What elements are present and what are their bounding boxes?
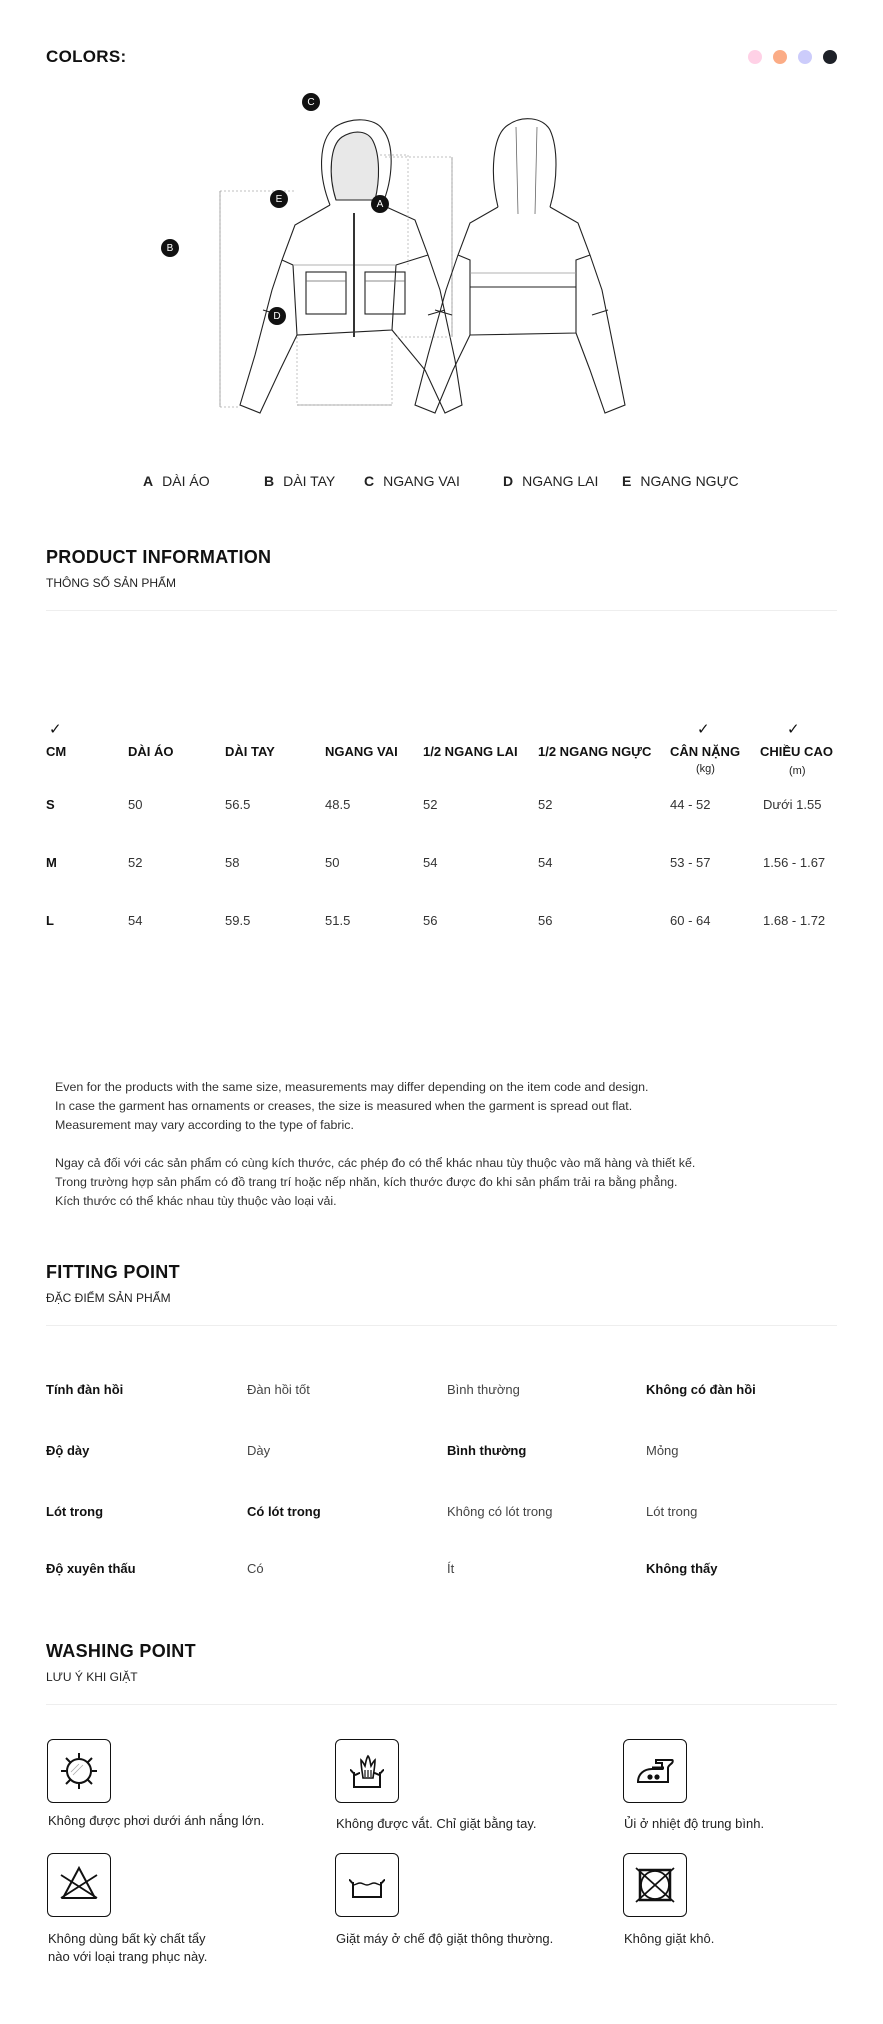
hand-wash-icon: [335, 1739, 399, 1803]
col-header: CHIỀU CAO: [760, 744, 833, 759]
legend-item-e: E NGANG NGỰC: [622, 473, 739, 489]
table-cell: 50: [325, 855, 340, 870]
divider: [46, 610, 837, 611]
no-dry-clean-icon: [623, 1853, 687, 1917]
marker-b: B: [161, 239, 179, 257]
col-header: DÀI ÁO: [128, 744, 174, 759]
fitting-option: Mỏng: [646, 1443, 679, 1458]
table-cell: 52: [128, 855, 143, 870]
size-label: S: [46, 797, 55, 812]
table-cell: 44 - 52: [670, 797, 711, 812]
color-swatch-lavender[interactable]: [798, 50, 812, 64]
check-icon-cm: ✓: [49, 721, 62, 738]
colors-title: COLORS:: [46, 47, 127, 66]
col-header: 1/2 NGANG LAI: [423, 744, 518, 759]
check-icon-weight: ✓: [697, 721, 710, 738]
legend-item-b: B DÀI TAY: [264, 473, 336, 489]
unit-weight: (kg): [696, 763, 715, 775]
wash-text: Không dùng bất kỳ chất tẩy nào với loại trang phục này.: [48, 1931, 208, 1964]
fitting-option: Dày: [247, 1443, 271, 1458]
legend-item-d: D NGANG LAI: [503, 473, 599, 489]
fitting-option-selected: Không có đàn hồi: [646, 1382, 756, 1397]
measurement-notes: [55, 1078, 695, 1230]
color-swatch-black[interactable]: [823, 50, 837, 64]
color-swatch-orange[interactable]: [773, 50, 787, 64]
fitting-option: Ít: [447, 1561, 455, 1576]
notes-vietnamese: Ngay cả đối với các sản phẩm có cùng kích thước, các phép đo có thể khác nhau tùy thuộc vào mã hàng và thiết kế. Trong trường hợp sản phẩm có đồ trang trí hoặc nếp nhăn, kích thước được đo khi sản phẩm trải ra bằng phẳng. Kích thước có thể khác nhau tùy thuộc vào loại vải.: [55, 1156, 696, 1208]
wash-text: Không giặt khô.: [624, 1931, 715, 1946]
table-cell: 58: [225, 855, 240, 870]
table-cell: 56: [538, 913, 553, 928]
color-swatches: [748, 50, 837, 64]
wash-text: Không được phơi dưới ánh nắng lớn.: [48, 1813, 265, 1828]
table-cell: 54: [128, 913, 143, 928]
size-label: M: [46, 855, 57, 870]
fitting-option: Có: [247, 1561, 264, 1576]
jacket-back-drawing: [415, 119, 625, 413]
marker-e: E: [270, 190, 288, 208]
marker-a: A: [371, 195, 389, 213]
fitting-title: FITTING POINT: [46, 1262, 180, 1282]
wash-text: Giặt máy ở chế độ giặt thông thường.: [336, 1931, 554, 1946]
fitting-option-selected: Có lót trong: [247, 1504, 321, 1519]
divider: [46, 1704, 837, 1705]
table-cell: 1.56 - 1.67: [763, 855, 826, 870]
col-header: DÀI TAY: [225, 744, 275, 759]
jacket-measurement-diagram: [200, 115, 750, 430]
table-cell: 56.5: [225, 797, 251, 812]
fitting-label: Lót trong: [46, 1504, 104, 1519]
machine-wash-icon: [335, 1853, 399, 1917]
table-cell: 52: [538, 797, 553, 812]
iron-medium-icon: [623, 1739, 687, 1803]
table-cell: 51.5: [325, 913, 351, 928]
wash-text: Không được vắt. Chỉ giặt bằng tay.: [336, 1816, 537, 1831]
check-icon-height: ✓: [787, 721, 800, 738]
legend-item-a: A DÀI ÁO: [143, 473, 210, 489]
marker-c: C: [302, 93, 320, 111]
washing-title: WASHING POINT: [46, 1641, 196, 1661]
legend-item-c: C NGANG VAI: [364, 473, 460, 489]
product-info-title: PRODUCT INFORMATION: [46, 547, 272, 567]
table-cell: 53 - 57: [670, 855, 711, 870]
table-cell: 50: [128, 797, 143, 812]
color-swatch-pink[interactable]: [748, 50, 762, 64]
table-cell: 54: [423, 855, 438, 870]
fitting-option: Đàn hồi tốt: [247, 1382, 310, 1397]
table-cell: 1.68 - 1.72: [763, 913, 826, 928]
fitting-option-selected: Không thấy: [646, 1561, 718, 1576]
col-header: 1/2 NGANG NGỰC: [538, 744, 652, 759]
notes-english: Even for the products with the same size, measurements may differ depending on the item code and design. In case the garment has ornaments or creases, the size is measured when the garment is spread out flat. Measurement may vary according to the type of fabric.: [55, 1080, 649, 1132]
table-cell: 48.5: [325, 797, 351, 812]
unit-height: (m): [789, 765, 806, 777]
no-sun-dry-icon: [47, 1739, 111, 1803]
wash-text: Ủi ở nhiệt độ trung bình.: [624, 1816, 765, 1831]
fitting-subtitle: ĐẶC ĐIỂM SẢN PHẨM: [46, 1291, 171, 1305]
fitting-option: Không có lót trong: [447, 1504, 553, 1519]
fitting-label: Độ dày: [46, 1443, 90, 1458]
col-header: CÂN NẶNG: [670, 744, 741, 759]
divider: [46, 1325, 837, 1326]
col-header: NGANG VAI: [325, 744, 398, 759]
fitting-option: Bình thường: [447, 1382, 520, 1397]
size-label: L: [46, 913, 54, 928]
jacket-front-drawing: [240, 120, 462, 413]
col-header: CM: [46, 744, 67, 759]
fitting-option: Lót trong: [646, 1504, 698, 1519]
table-cell: 59.5: [225, 913, 251, 928]
table-cell: 60 - 64: [670, 913, 711, 928]
no-bleach-icon: [47, 1853, 111, 1917]
fitting-label: Độ xuyên thấu: [46, 1561, 136, 1576]
table-cell: Dưới 1.55: [763, 797, 822, 812]
table-cell: 52: [423, 797, 438, 812]
product-info-subtitle: THÔNG SỐ SẢN PHẨM: [46, 576, 177, 590]
fitting-label: Tính đàn hồi: [46, 1382, 124, 1397]
table-cell: 56: [423, 913, 438, 928]
marker-d: D: [268, 307, 286, 325]
fitting-option-selected: Bình thường: [447, 1443, 527, 1458]
washing-subtitle: LƯU Ý KHI GIẶT: [46, 1670, 138, 1684]
table-cell: 54: [538, 855, 553, 870]
